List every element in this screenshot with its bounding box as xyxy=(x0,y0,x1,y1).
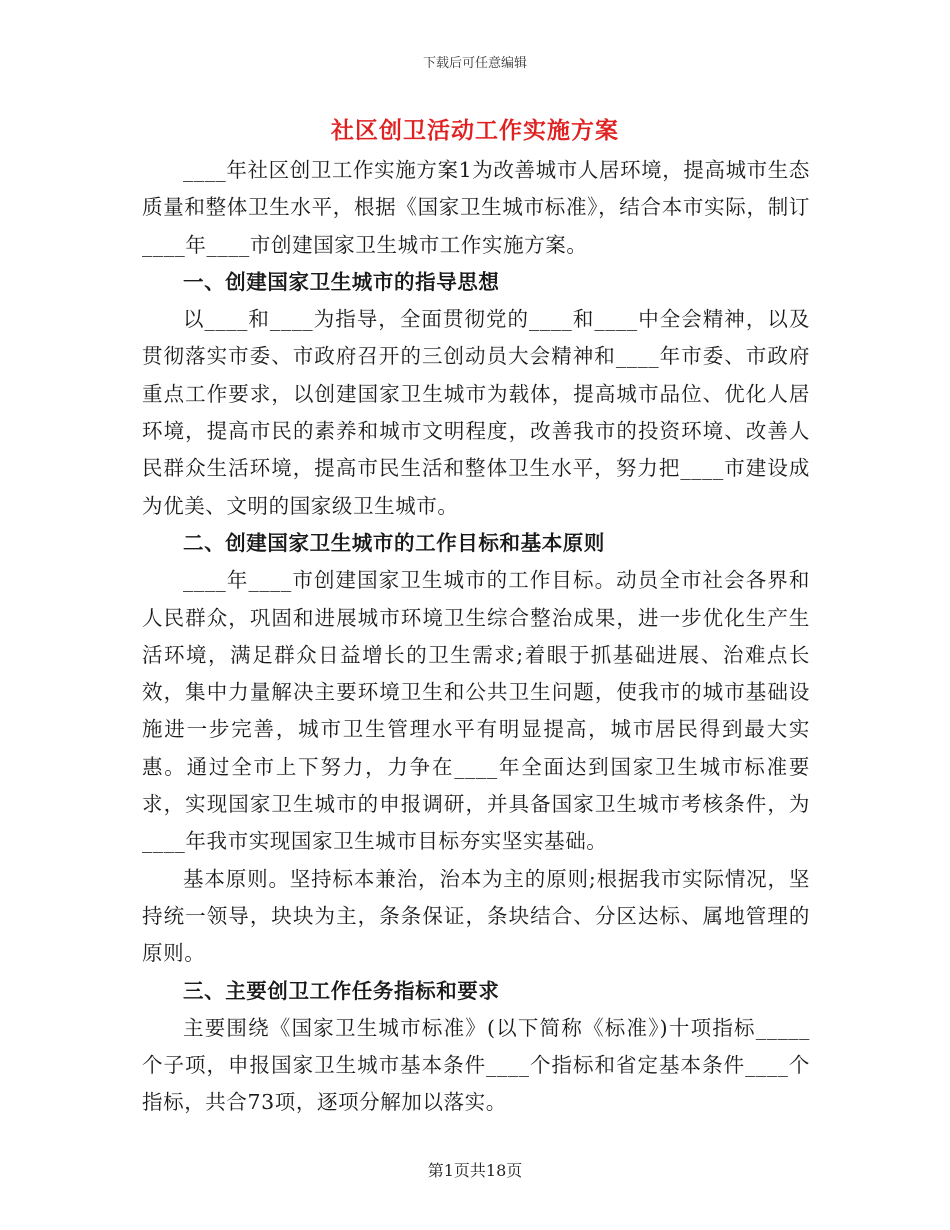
header-note: 下载后可任意编辑 xyxy=(422,56,527,71)
section-heading-1: 一、创建国家卫生城市的指导思想 xyxy=(183,269,500,294)
paragraph-task-indicators: 主要围绕《国家卫生城市标准》(以下简称《标准》)十项指标_____个子项，申报国家卫生城市基本条件____个指标和省定基本条件____个指标，共合73项，逐项分解加以落实。 xyxy=(142,1015,810,1115)
paragraph-guiding-thought: 以____和____为指导，全面贯彻党的____和____中全会精神，以及贯彻落实市委、市政府召开的三创动员大会精神和____年市委、市政府重点工作要求，以创建国家卫生城市为载体，提高城市品位、优化人居环境，提高市民的素养和城市文明程度，改善我市的投资环境、改善人民群众生活环境，提高市民生活和整体卫生水平，努力把____市建设成为优美、文明的国家级卫生城市。 xyxy=(142,307,810,518)
page-footer: 第1页共18页 xyxy=(427,1161,523,1180)
section-heading-2: 二、创建国家卫生城市的工作目标和基本原则 xyxy=(183,530,605,555)
paragraph-intro: ____年社区创卫工作实施方案1为改善城市人居环境，提高城市生态质量和整体卫生水平，根据《国家卫生城市标准》，结合本市实际，制订____年____市创建国家卫生城市工作实施方案。 xyxy=(142,158,810,257)
paragraph-basic-principles: 基本原则。坚持标本兼治，治本为主的原则;根据我市实际情况，坚持统一领导，块块为主，条条保证，条块结合、分区达标、属地管理的原则。 xyxy=(142,866,810,966)
document-body xyxy=(142,152,810,1122)
document-title: 社区创卫活动工作实施方案 xyxy=(331,117,619,144)
section-heading-3: 三、主要创卫工作任务指标和要求 xyxy=(183,978,500,1003)
paragraph-work-goals: ____年____市创建国家卫生城市的工作目标。动员全市社会各界和人民群众，巩固和进展城市环境卫生综合整治成果，进一步优化生产生活环境，满足群众日益增长的卫生需求;着眼于抓基础进展、治难点长效，集中力量解决主要环境卫生和公共卫生问题，使我市的城市基础设施进一步完善，城市卫生管理水平有明显提高，城市居民得到最大实惠。通过全市上下努力，力争在____年全面达到国家卫生城市标准要求，实现国家卫生城市的申报调研，并具备国家卫生城市考核条件，为____年我市实现国家卫生城市目标夯实坚实基础。 xyxy=(142,568,810,854)
